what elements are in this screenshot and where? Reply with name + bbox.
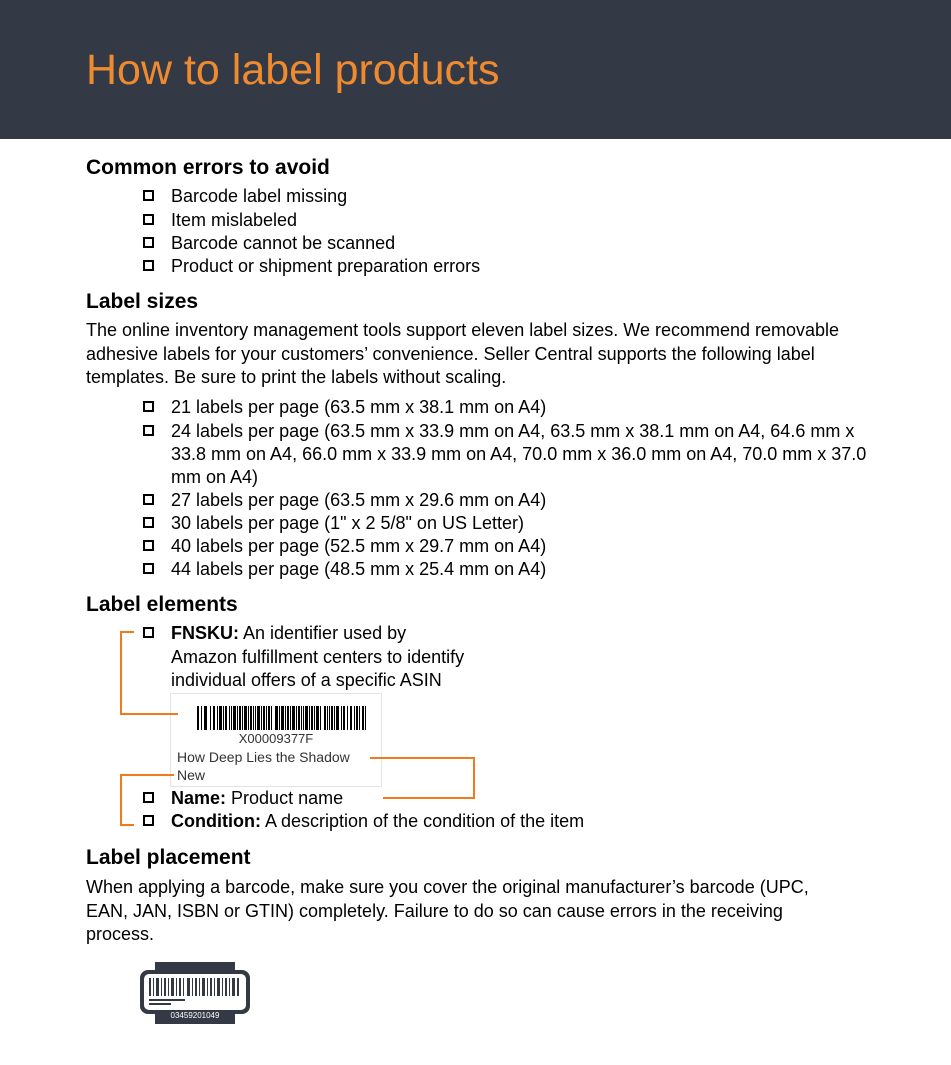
condition-term: Condition:: [171, 811, 261, 831]
connector-line: [120, 824, 134, 826]
connector-line: [120, 713, 178, 715]
sample-fnsku: X00009377F: [238, 731, 314, 746]
sample-product-name: How Deep Lies the Shadow: [177, 749, 350, 765]
label-placement-paragraph: When applying a barcode, make sure you cover the original manufacturer’s barcode (UPC, EAN, JAN, ISBN or GTIN) completely. Failure to do so can cause errors in the receiving process.: [86, 877, 809, 944]
page-title: How to label products: [86, 46, 500, 94]
connector-line: [120, 631, 122, 715]
fnsku-desc: An identifier used by: [239, 623, 407, 643]
name-term: Name:: [171, 788, 227, 808]
checkbox-icon: [143, 815, 154, 826]
label-sizes-paragraph: The online inventory management tools support eleven label sizes. We recommend removable adhesive labels for your customers’ convenience. Seller Central supports the following label templates. Be sure to print the labels without scaling.: [86, 320, 840, 387]
checkbox-icon: [143, 540, 154, 551]
checkbox-icon: [143, 401, 154, 412]
label-sizes-heading: Label sizes: [86, 290, 199, 313]
label-placement-heading: Label placement: [86, 846, 251, 869]
sample-condition: New: [177, 767, 206, 783]
fnsku-term: FNSKU:: [171, 623, 239, 643]
checkbox-icon: [143, 237, 154, 248]
checkbox-icon: [143, 425, 154, 436]
connector-line: [120, 774, 174, 776]
checkbox-icon: [143, 627, 154, 638]
connector-line: [120, 631, 134, 633]
sample-label: [170, 693, 382, 787]
barcode-icon: [171, 694, 381, 730]
connector-line: [383, 797, 475, 799]
checkbox-icon: [143, 792, 154, 803]
connector-line: [370, 757, 475, 759]
page-header: [0, 0, 951, 139]
checkbox-icon: [143, 517, 154, 528]
checkbox-icon: [143, 563, 154, 574]
name-desc: Product name: [226, 788, 344, 808]
label-elements-heading: Label elements: [86, 593, 238, 616]
checkbox-icon: [143, 190, 154, 201]
checkbox-icon: [143, 214, 154, 225]
icon-number: 03459201049: [170, 1011, 220, 1020]
connector-line: [473, 757, 475, 799]
connector-line: [120, 774, 122, 826]
checkbox-icon: [143, 260, 154, 271]
checkbox-icon: [143, 494, 154, 505]
common-errors-heading: Common errors to avoid: [86, 156, 330, 179]
label-placement-icon: [140, 962, 250, 1024]
condition-desc: A description of the condition of the item: [260, 811, 585, 831]
